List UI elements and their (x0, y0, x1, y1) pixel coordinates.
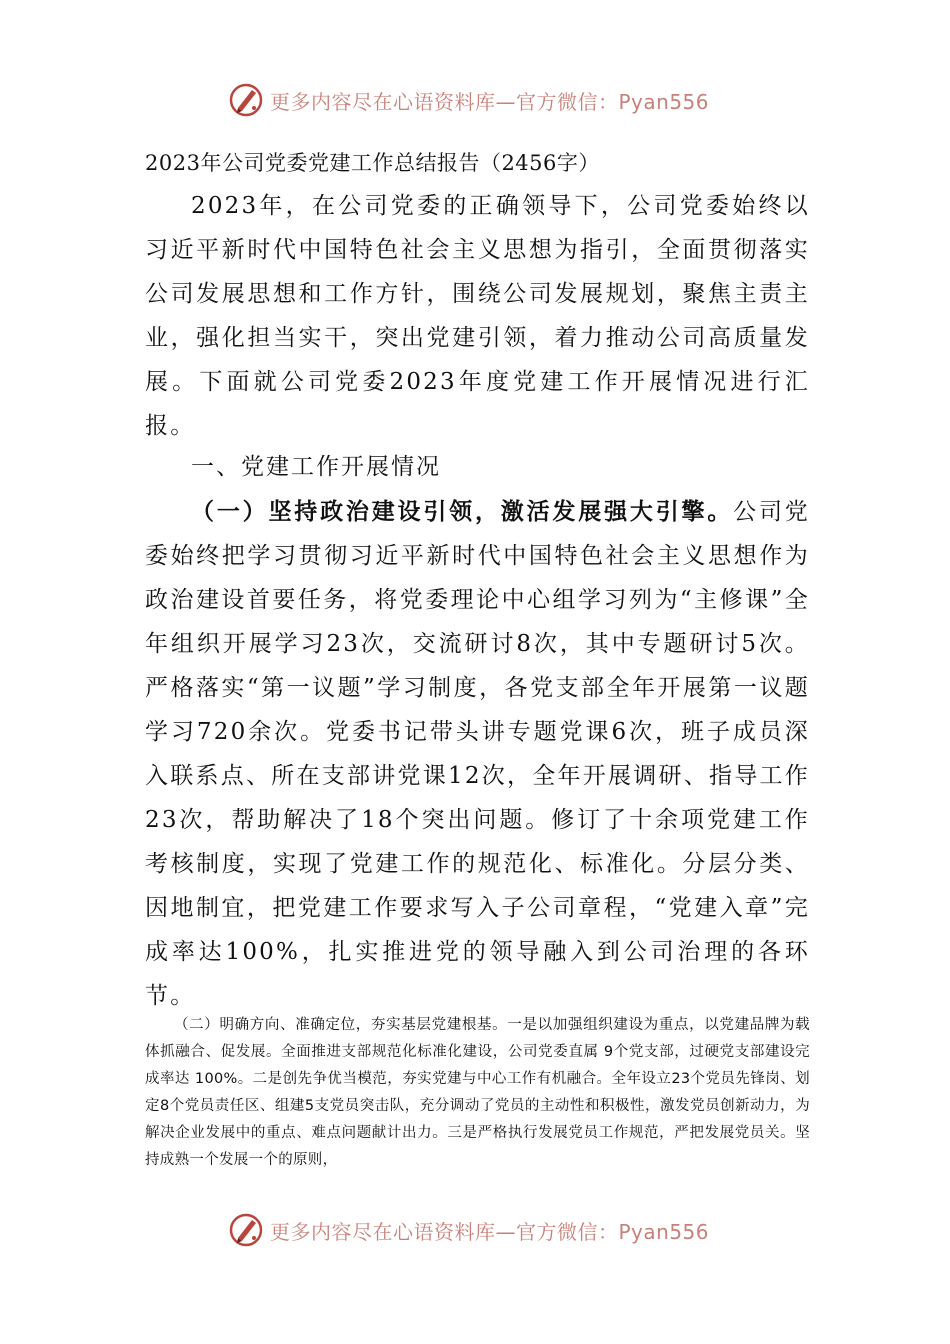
footer-banner-text: 更多内容尽在心语资料库—官方微信：Pyan556 (270, 1219, 710, 1244)
subsection-1-body: 公司党委始终把学习贯彻习近平新时代中国特色社会主义思想作为政治建设首要任务，将党委理论中心组学习列为“主修课”全年组织开展学习23次，交流研讨8次，其中专题研讨5次。严格落实“第一议题”学习制度，各党支部全年开展第一议题学习720余次。党委书记带头讲专题党课6次，班子成员深入联系点、所在支部讲党课12次，全年开展调研、指导工作23次，帮助解决了18个突出问题。修订了十余项党建工作考核制度，实现了党建工作的规范化、标准化。分层分类、因地制宜，把党建工作要求写入子公司章程，“党建入章”完成率达100%，扎实推进党的领导融入到公司治理的各环节。 (145, 499, 810, 1009)
header-banner-text: 更多内容尽在心语资料库—官方微信：Pyan556 (270, 89, 710, 114)
subsection-1-heading: （一）坚持政治建设引领，激活发展强大引擎。 (191, 498, 734, 525)
footer-banner (228, 1210, 728, 1250)
section-heading: 一、党建工作开展情况 (191, 454, 441, 480)
subsection-2-paragraph: （二）明确方向、准确定位，夯实基层党建根基。一是以加强组织建设为重点，以党建品牌为载体抓融合、促发展。全面推进支部规范化标准化建设，公司党委直属 9个党支部，过硬党支部建设完成率达 100%。二是创先争优当模范，夯实党建与中心工作有机融合。全年设立23个党员先锋岗、划定8个党员责任区、组建5支党员突击队，充分调动了党员的主动性和积极性，激发党员创新动力，为解决企业发展中的重点、难点问题献计出力。三是严格执行发展党员工作规范，严把发展党员关。坚持成熟一个发展一个的原则， (145, 1017, 810, 1168)
pen-logo-icon (228, 1212, 264, 1248)
intro-paragraph: 2023年，在公司党委的正确领导下，公司党委始终以习近平新时代中国特色社会主义思想为指引，全面贯彻落实公司发展思想和工作方针，围绕公司发展规划，聚焦主责主业，强化担当实干，突出党建引领，着力推动公司高质量发展。下面就公司党委2023年度党建工作开展情况进行汇报。 (145, 193, 810, 439)
header-banner (228, 80, 728, 120)
pen-logo-icon (228, 82, 264, 118)
document-title: 2023年公司党委党建工作总结报告（2456字） (145, 151, 600, 175)
subsection-1-paragraph (145, 490, 810, 1018)
